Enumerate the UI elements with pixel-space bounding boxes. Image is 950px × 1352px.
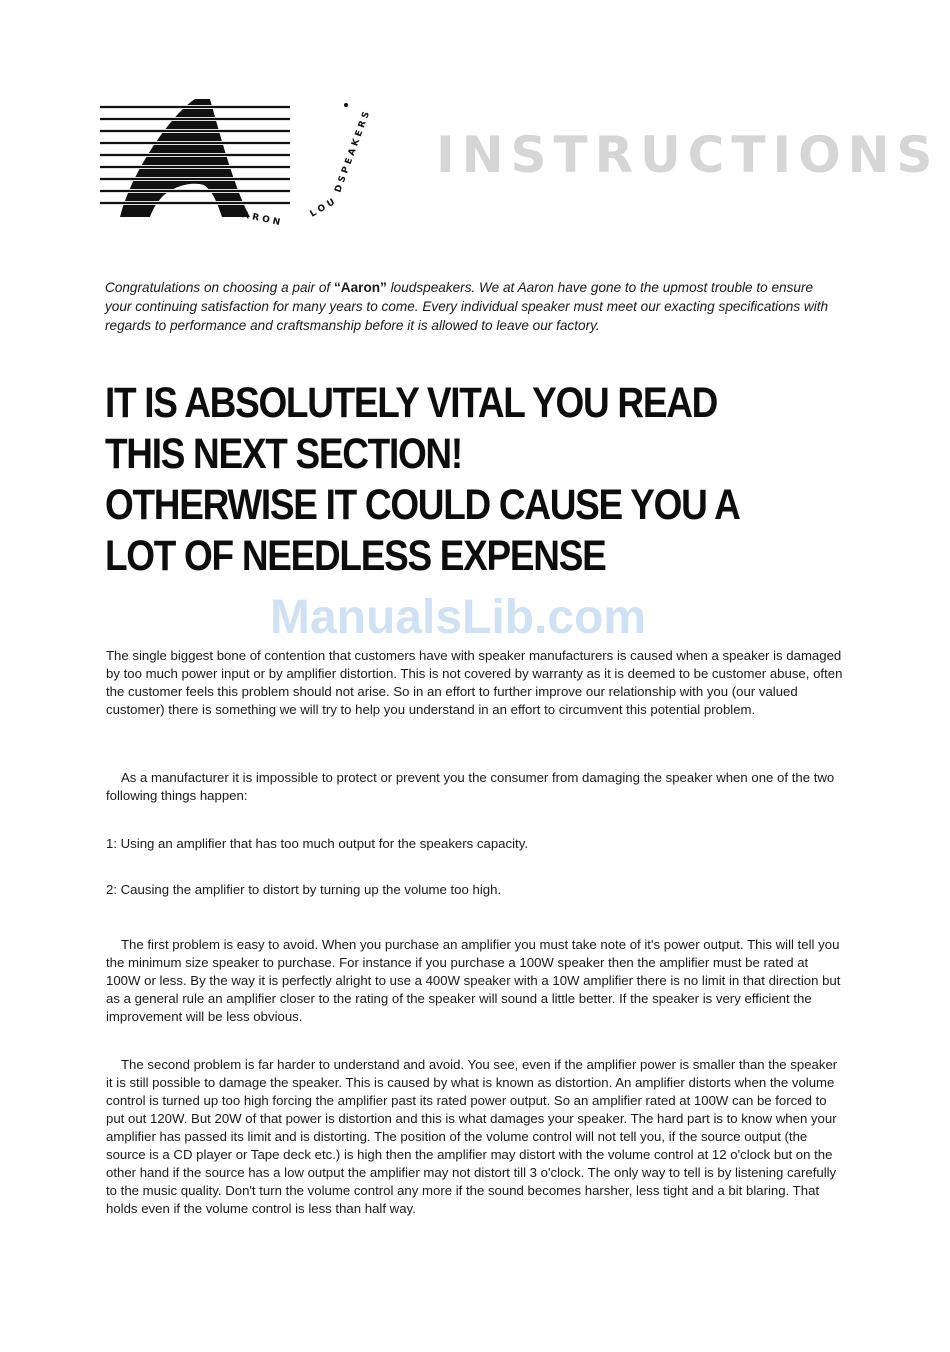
warning-line: IT IS ABSOLUTELY VITAL YOU READ [105,379,718,427]
intro-paragraph [105,278,840,335]
intro-text-start: Congratulations on choosing a pair of [105,280,334,295]
svg-text:A A R O N: A A R O N [231,208,281,229]
intro-brand: “Aaron” [333,280,387,295]
warning-line: LOT OF NEEDLESS EXPENSE [105,532,606,580]
svg-text:L O U: L O U [308,197,337,220]
warning-heading [105,378,827,582]
aaron-logo [100,95,380,235]
svg-text:D S P E A K E R S: D S P E A K E R S [333,110,372,195]
warning-line: OTHERWISE IT COULD CAUSE YOU A [105,481,740,529]
watermark: ManualsLib.com [270,591,647,644]
paragraph-first-problem: The first problem is easy to avoid. When you purchase an amplifier you must take note of it's power output. This will tell you the minimum size speaker to purchase. For instance if you purchase a 100W speaker then the amplifier must be rated at 100W or less. By the way it is perfectly alright to use a 400W speaker with a 10W amplifier there is no limit in that direction but as a general rule an amplifier closer to the rating of the speaker will sound a little better. If the speaker is very efficient the improvement will be less obvious. [106,937,841,1024]
list-item-1: 1: Using an amplifier that has too much output for the speakers capacity. [106,836,528,851]
intro-text-end: loudspeakers. We at Aaron have gone to the upmost trouble to ensure your continuing satisfaction for many years to come. Every individual speaker must meet our exacting specifications with regards to performance and craftsmanship before it is allowed to leave our factory. [105,280,829,333]
paragraph-warranty: The single biggest bone of contention that customers have with speaker manufacturers is caused when a speaker is damaged by too much power input or by amplifier distortion. This is not covered by warranty as it is deemed to be customer abuse, often the customer feels this problem should not arise. So in an effort to further improve our relationship with you (our valued customer) there is something we will try to help you understand in an effort to circumvent this potential problem. [106,648,843,717]
paragraph-second-problem: The second problem is far harder to understand and avoid. You see, even if the amplifier power is smaller than the speaker it is still possible to damage the speaker. This is caused by what is known as distortion. An amplifier distorts when the volume control is turned up too high forcing the amplifier past its rated power output. So an amplifier rated at 100W can be forced to put out 120W. But 20W of that power is distortion and this is what damages your speaker. The hard part is to know when your amplifier has passed its limit and is distorting. The position of the volume control will not tell you, if the source output (the source is a CD player or Tape deck etc.) is high then the amplifier may distort with the volume control at 12 o'clock but on the other hand if the source has a low output the amplifier may not distort till 3 o'clock. The only way to tell is by listening carefully to the music quality. Don't turn the volume control any more if the sound becomes harsher, less tight and a bit blaring. That holds even if the volume control is less than half way. [106,1057,838,1216]
warning-line: THIS NEXT SECTION! [105,430,462,478]
list-item-2: 2: Causing the amplifier to distort by turning up the volume too high. [106,882,502,897]
paragraph-manufacturer: As a manufacturer it is impossible to protect or prevent you the consumer from damaging the speaker when one of the two following things happen: [106,770,835,803]
page-title: INSTRUCTIONS [436,126,940,184]
